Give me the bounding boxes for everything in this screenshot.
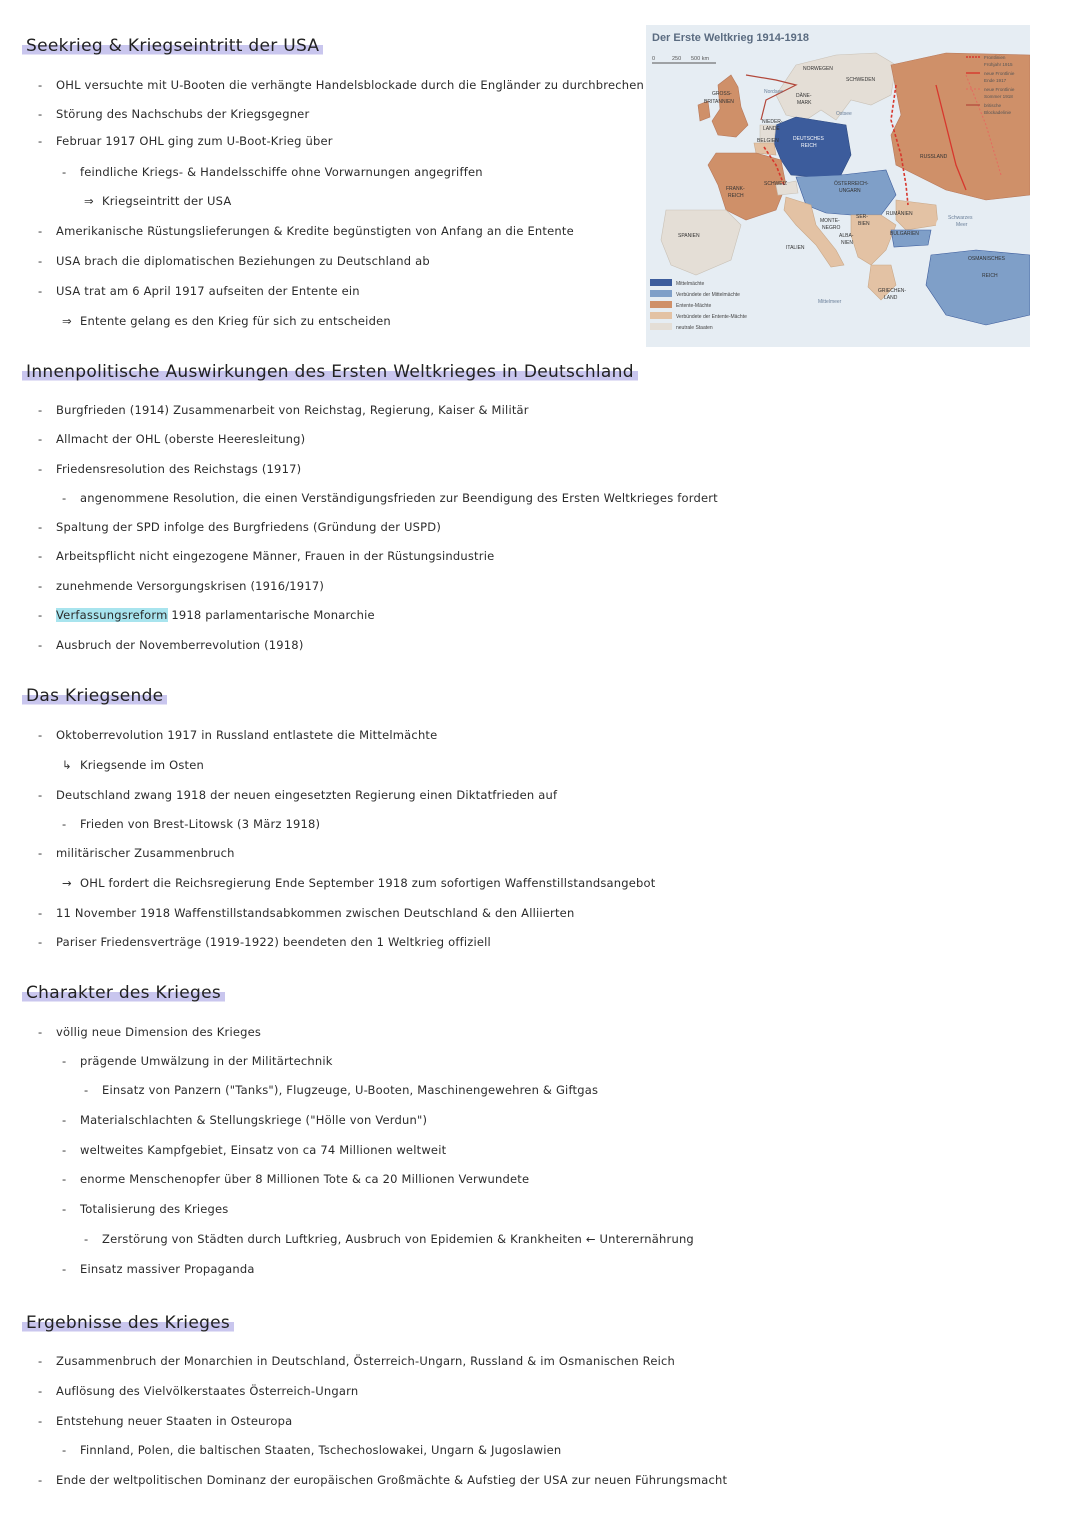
note-text: zunehmende Versorgungskrisen (1916/1917) (56, 579, 325, 593)
svg-text:neue Frontlinie: neue Frontlinie (984, 71, 1015, 76)
section-heading: Seekrieg & Kriegseintritt der USA (22, 36, 323, 56)
note-line (62, 817, 320, 831)
bullet-marker: - (62, 1172, 67, 1186)
label-nien: NIEN (841, 240, 853, 246)
section-heading: Das Kriegsende (22, 686, 167, 706)
label-gross: GROSS- (712, 91, 732, 97)
bullet-marker: - (38, 1414, 43, 1428)
bullet-marker: - (38, 520, 43, 534)
note-text: Einsatz von Panzern ("Tanks"), Flugzeuge, U-Booten, Maschinengewehren & Giftgas (102, 1083, 599, 1097)
map-svg (646, 25, 1030, 347)
note-line (62, 876, 655, 890)
bullet-marker: - (38, 134, 43, 148)
note-line (38, 1473, 727, 1487)
bullet-marker: - (62, 1113, 67, 1127)
label-belgien: BELGIEN (757, 138, 779, 144)
label-griechen: GRIECHEN- (878, 288, 907, 294)
note-line (38, 846, 235, 860)
label-daene: DÄNE- (796, 93, 812, 99)
label-mittelmeer: Mittelmeer (818, 299, 842, 305)
note-text: Frieden von Brest-Litowsk (3 März 1918) (80, 817, 321, 831)
note-text: Pariser Friedensverträge (1919-1922) beendeten den 1 Weltkrieg offiziell (56, 935, 491, 949)
note-text: Friedensresolution des Reichstags (1917) (56, 462, 302, 476)
map-title: Der Erste Weltkrieg 1914-1918 (652, 32, 809, 44)
label-frank: FRANK- (726, 186, 745, 192)
note-text: Auflösung des Vielvölkerstaates Österreich-Ungarn (56, 1384, 359, 1398)
note-line (38, 78, 644, 92)
label-mark: MARK (797, 100, 812, 106)
note-text: Amerikanische Rüstungslieferungen & Kredite begünstigten von Anfang an die Entente (56, 224, 574, 238)
label-rumaenien: RUMÄNIEN (886, 211, 913, 217)
note-text: völlig neue Dimension des Krieges (56, 1025, 262, 1039)
bullet-marker: - (38, 579, 43, 593)
bullet-marker: - (62, 1443, 67, 1457)
note-line (62, 1172, 529, 1186)
bullet-marker: - (38, 462, 43, 476)
svg-text:Blockadelinie: Blockadelinie (984, 110, 1012, 115)
note-text: Materialschlachten & Stellungskriege ("Hölle von Verdun") (80, 1113, 428, 1127)
note-text: Zerstörung von Städten durch Luftkrieg, Ausbruch von Epidemien & Krankheiten ← Unterernährung (102, 1232, 694, 1246)
bullet-marker: - (38, 254, 43, 268)
bullet-marker: - (38, 224, 43, 238)
note-line (38, 788, 557, 802)
note-line (38, 638, 304, 652)
note-line (38, 728, 437, 742)
note-text: Totalisierung des Krieges (80, 1202, 229, 1216)
note-line (62, 1202, 229, 1216)
note-line (38, 1414, 292, 1428)
label-osmanisches: OSMANISCHES (968, 256, 1005, 262)
note-line (84, 1232, 694, 1246)
bullet-marker: - (38, 1473, 43, 1487)
note-line (62, 165, 483, 179)
bullet-marker: - (38, 788, 43, 802)
bullet-marker: - (38, 403, 43, 417)
label-reich-fr: REICH (728, 193, 744, 199)
bullet-marker: - (38, 1025, 43, 1039)
note-text: Finnland, Polen, die baltischen Staaten, Tschechoslowakei, Ungarn & Jugoslawien (80, 1443, 562, 1457)
bullet-marker: - (62, 1143, 67, 1157)
note-text: Zusammenbruch der Monarchien in Deutschland, Österreich-Ungarn, Russland & im Osmanischen Reich (56, 1354, 676, 1368)
note-line (62, 491, 718, 505)
note-text: militärischer Zusammenbruch (56, 846, 235, 860)
note-line (84, 1083, 598, 1097)
bullet-marker: - (38, 284, 43, 298)
note-line (38, 284, 360, 298)
bullet-marker: - (38, 638, 43, 652)
note-line (38, 1384, 358, 1398)
note-text: Deutschland zwang 1918 der neuen eingesetzten Regierung einen Diktatfrieden auf (56, 788, 558, 802)
note-line (38, 462, 301, 476)
bullet-marker: - (38, 1384, 43, 1398)
bullet-marker: - (38, 432, 43, 446)
label-schweden: SCHWEDEN (846, 77, 876, 83)
label-norwegen: NORWEGEN (803, 66, 833, 72)
note-text: Entente gelang es den Krieg für sich zu entscheiden (80, 314, 391, 328)
note-line (38, 224, 574, 238)
svg-text:neutrale Staaten: neutrale Staaten (676, 325, 713, 331)
note-line (62, 1262, 255, 1276)
note-text: Ausbruch der Novemberrevolution (1918) (56, 638, 304, 652)
label-lande: LANDE (763, 126, 780, 132)
svg-text:Entente-Mächte: Entente-Mächte (676, 303, 712, 309)
label-britannien: BRITANNIEN (704, 99, 734, 105)
bullet-marker: ⇒ (62, 314, 72, 328)
label-negro: NEGRO (822, 225, 841, 231)
label-monte: MONTE- (820, 218, 840, 224)
svg-text:Verbündete der Entente-Mächte: Verbündete der Entente-Mächte (676, 314, 747, 320)
bullet-marker: - (38, 78, 43, 92)
note-line (38, 134, 333, 148)
bullet-marker: - (62, 817, 67, 831)
bullet-marker: - (38, 1354, 43, 1368)
note-text: enorme Menschenopfer über 8 Millionen Tote & ca 20 Millionen Verwundete (80, 1172, 530, 1186)
note-text: Oktoberrevolution 1917 in Russland entlastete die Mittelmächte (56, 728, 438, 742)
label-ostsee: Ostsee (836, 111, 852, 117)
bullet-marker: - (84, 1232, 89, 1246)
label-bulgarien: BULGARIEN (890, 231, 919, 237)
label-bien: BIEN (858, 221, 870, 227)
label-russland: RUSSLAND (920, 154, 948, 160)
note-line (38, 432, 305, 446)
svg-text:Verbündete der Mittelmächte: Verbündete der Mittelmächte (676, 292, 740, 298)
bullet-marker: - (62, 1054, 67, 1068)
note-text: angenommene Resolution, die einen Verständigungsfrieden zur Beendigung des Ersten Weltkrieges fordert (80, 491, 718, 505)
label-reich-os: REICH (982, 273, 998, 279)
note-text: Kriegseintritt der USA (102, 194, 232, 208)
label-nieder: NIEDER- (762, 119, 783, 125)
note-text: Ende der weltpolitischen Dominanz der europäischen Großmächte & Aufstieg der USA zur neuen Führungsmacht (56, 1473, 728, 1487)
note-text: OHL fordert die Reichsregierung Ende September 1918 zum sofortigen Waffenstillstandsangebot (80, 876, 656, 890)
note-line (38, 579, 324, 593)
label-land: LAND (884, 295, 898, 301)
svg-text:Frontlinien: Frontlinien (984, 55, 1006, 60)
section-heading: Innenpolitische Auswirkungen des Ersten Weltkrieges in Deutschland (22, 362, 638, 382)
note-line (62, 758, 204, 772)
bullet-marker: - (38, 906, 43, 920)
bullet-marker: - (62, 1202, 67, 1216)
bullet-marker: → (62, 876, 72, 890)
note-line (62, 1054, 333, 1068)
svg-text:Frühjahr 1915: Frühjahr 1915 (984, 62, 1013, 67)
note-line (38, 935, 491, 949)
note-line (38, 403, 529, 417)
note-text: USA brach die diplomatischen Beziehungen zu Deutschland ab (56, 254, 430, 268)
label-spanien: SPANIEN (678, 233, 700, 239)
note-text: feindliche Kriegs- & Handelsschiffe ohne Vorwarnungen angegriffen (80, 165, 483, 179)
svg-text:Sommer 1918: Sommer 1918 (984, 94, 1013, 99)
note-line (38, 1354, 675, 1368)
label-ser: SER- (856, 214, 868, 220)
note-line (62, 1443, 561, 1457)
svg-text:neue Frontlinie: neue Frontlinie (984, 87, 1015, 92)
scale-500: 500 km (691, 56, 710, 62)
bullet-marker: - (38, 608, 43, 622)
label-meer: Meer (956, 222, 968, 228)
note-line (38, 254, 430, 268)
bullet-marker: - (38, 935, 43, 949)
label-oesterreich: ÖSTERREICH- (834, 181, 869, 187)
label-ungarn: UNGARN (839, 188, 861, 194)
ww1-map (646, 25, 1030, 347)
note-text: weltweites Kampfgebiet, Einsatz von ca 74 Millionen weltweit (80, 1143, 447, 1157)
bullet-marker: - (38, 549, 43, 563)
label-schwarzes: Schwarzes (948, 215, 973, 221)
scale-250: 250 (672, 56, 682, 62)
note-line (84, 194, 231, 208)
note-text: Februar 1917 OHL ging zum U-Boot-Krieg über (56, 134, 333, 148)
note-text: Einsatz massiver Propaganda (80, 1262, 255, 1276)
note-text: OHL versuchte mit U-Booten die verhängte Handelsblockade durch die Engländer zu durchbrechen (56, 78, 645, 92)
note-line (62, 314, 391, 328)
svg-text:Mittelmächte: Mittelmächte (676, 281, 705, 287)
note-text: USA trat am 6 April 1917 aufseiten der Entente ein (56, 284, 360, 298)
note-line (62, 1113, 427, 1127)
label-italien: ITALIEN (786, 245, 805, 251)
note-line (38, 549, 494, 563)
note-text: Entstehung neuer Staaten in Osteuropa (56, 1414, 293, 1428)
bullet-marker: - (62, 491, 67, 505)
bullet-marker: - (84, 1083, 89, 1097)
label-alba: ALBA- (839, 233, 854, 239)
note-text: Allmacht der OHL (oberste Heeresleitung) (56, 432, 306, 446)
note-text: Kriegsende im Osten (80, 758, 204, 772)
bullet-marker: - (38, 107, 43, 121)
label-reich-de: REICH (801, 143, 817, 149)
bullet-marker: - (62, 165, 67, 179)
note-line (38, 1025, 261, 1039)
note-text-highlighted: Verfassungsreform 1918 parlamentarische Monarchie (56, 608, 375, 622)
section-heading: Charakter des Krieges (22, 983, 225, 1003)
note-text: Störung des Nachschubs der Kriegsgegner (56, 107, 310, 121)
bullet-marker: ↳ (62, 758, 72, 772)
section-heading: Ergebnisse des Krieges (22, 1313, 234, 1333)
label-nordsee: Nordsee (764, 89, 783, 95)
note-text: Arbeitspflicht nicht eingezogene Männer, Frauen in der Rüstungsindustrie (56, 549, 495, 563)
note-line (62, 1143, 446, 1157)
bullet-marker: - (38, 728, 43, 742)
bullet-marker: - (38, 846, 43, 860)
bullet-marker: ⇒ (84, 194, 94, 208)
note-text: Burgfrieden (1914) Zusammenarbeit von Reichstag, Regierung, Kaiser & Militär (56, 403, 529, 417)
note-line (38, 906, 574, 920)
note-line (38, 520, 441, 534)
note-line (38, 107, 309, 121)
svg-text:Ende 1917: Ende 1917 (984, 78, 1007, 83)
bullet-marker: - (62, 1262, 67, 1276)
svg-text:britische: britische (984, 103, 1002, 108)
note-text: Spaltung der SPD infolge des Burgfriedens (Gründung der USPD) (56, 520, 442, 534)
label-schweiz: SCHWEIZ (764, 181, 788, 187)
note-text: prägende Umwälzung in der Militärtechnik (80, 1054, 333, 1068)
note-line (38, 608, 375, 622)
note-text: 11 November 1918 Waffenstillstandsabkommen zwischen Deutschland & den Alliierten (56, 906, 575, 920)
scale-0: 0 (652, 56, 656, 62)
label-deutsches: DEUTSCHES (793, 136, 824, 142)
